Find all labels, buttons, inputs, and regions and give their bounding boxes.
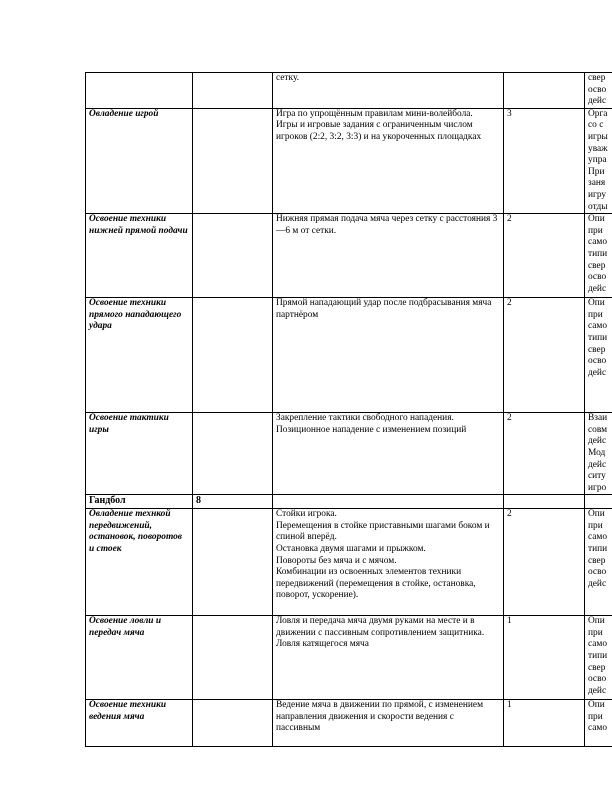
content-cell: Стойки игрока. Перемещения в стойке приставными шагами боком и спиной вперёд. Остановка двумя шагами и прыжком. Повороты без мяча и с мячом. Комбинации из освоенных элементов техники передвижений (перемещения в стойке, остановка, поворот, ускорение). [273, 509, 504, 616]
hours-cell [193, 298, 273, 413]
topic-cell: Освоение техники нижней прямой подачи [86, 214, 193, 298]
count-cell: 1 [504, 616, 585, 700]
note-cell: свер осво дейс [585, 73, 612, 109]
topic-cell: Освоение тактики игры [86, 413, 193, 495]
content-cell: Закрепление тактики свободного нападения. Позиционное нападение с изменением позиций [273, 413, 504, 495]
count-cell: 2 [504, 509, 585, 616]
section-title: Гандбол [86, 495, 193, 509]
note-cell: Опи при само типи свер осво дейс [585, 214, 612, 298]
note-cell: Взаи совм дейс Мод дейс ситу игро [585, 413, 612, 495]
count-cell [504, 495, 585, 509]
hours-cell [193, 214, 273, 298]
table-row [86, 616, 612, 700]
note-cell: Опи при само [585, 700, 612, 747]
note-cell: Опи при само типи свер осво дейс [585, 616, 612, 700]
topic-cell: Освоение ловли и передач мяча [86, 616, 193, 700]
section-hours: 8 [193, 495, 273, 509]
note-cell: Опи при само типи свер осво дейс [585, 298, 612, 413]
topic-cell: Овладение технкой передвижений, остановок, поворотов и стоек [86, 509, 193, 616]
hours-cell [193, 413, 273, 495]
topic-cell: Овладение игрой [86, 108, 193, 213]
section-row [86, 495, 612, 509]
note-cell: Опи при само типи свер осво дейс [585, 509, 612, 616]
table-row [86, 509, 612, 616]
note-cell: Орга со с игры уваж упра При заня игру отды [585, 108, 612, 213]
content-cell: Игра по упрощённым правилам мини-волейбола. Игры и игровые задания с ограниченным числом игроков (2:2, 3:2, 3:3) и на укороченных площадках [273, 108, 504, 213]
hours-cell [193, 73, 273, 109]
count-cell: 2 [504, 413, 585, 495]
table-row [86, 214, 612, 298]
table-row [86, 700, 612, 747]
curriculum-table [85, 72, 612, 747]
content-cell [273, 495, 504, 509]
count-cell: 1 [504, 700, 585, 747]
content-cell: Ведение мяча в движении по прямой, с изменением направления движения и скорости ведения с пассивным [273, 700, 504, 747]
content-cell: Нижняя прямая подача мяча через сетку с расстояния 3—6 м от сетки. [273, 214, 504, 298]
count-cell [504, 73, 585, 109]
hours-cell [193, 700, 273, 747]
count-cell: 2 [504, 298, 585, 413]
hours-cell [193, 108, 273, 213]
table-row [86, 73, 612, 109]
note-cell [585, 495, 612, 509]
topic-cell: Освоение техники ведения мяча [86, 700, 193, 747]
topic-cell [86, 73, 193, 109]
hours-cell [193, 616, 273, 700]
content-cell: сетку. [273, 73, 504, 109]
content-cell: Прямой нападающий удар после подбрасывания мяча партнёром [273, 298, 504, 413]
table-row [86, 413, 612, 495]
topic-cell: Освоение техники прямого нападающего удара [86, 298, 193, 413]
table-row [86, 298, 612, 413]
count-cell: 2 [504, 214, 585, 298]
content-cell: Ловля и передача мяча двумя руками на месте и в движении с пассивным сопротивлением защитника. Ловля катящегося мяча [273, 616, 504, 700]
count-cell: 3 [504, 108, 585, 213]
table-row [86, 108, 612, 213]
hours-cell [193, 509, 273, 616]
